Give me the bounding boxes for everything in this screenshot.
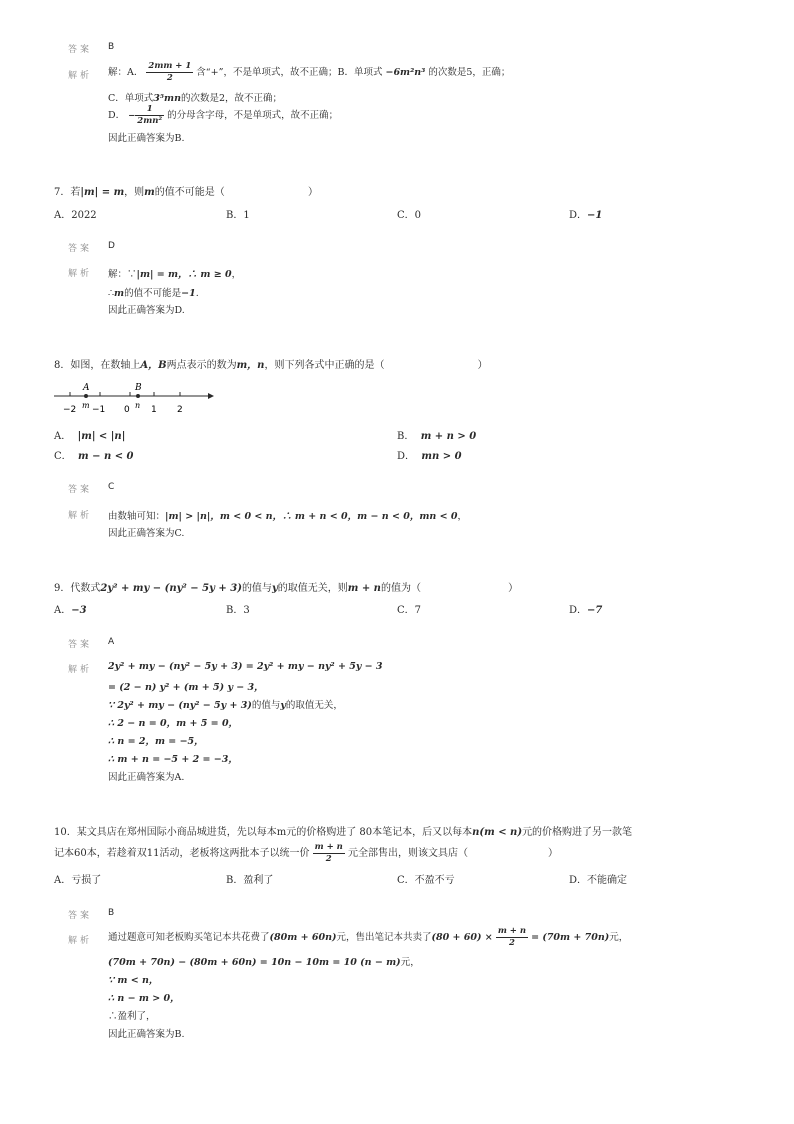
q9-analysis-line1: 2y² + my − (ny² − 5y + 3) = 2y² + my − ny² + 5y − 3 (108, 661, 383, 672)
q8-option-a[interactable]: A． |m| < |n| (54, 431, 126, 442)
q6-fraction-1: $\frac{2mm + 1}{2}$ (148, 61, 192, 83)
q6-conclusion: 因此正确答案为B. (108, 133, 185, 144)
q7-conclusion: 因此正确答案为D. (108, 305, 185, 316)
q9-answer: A (108, 637, 115, 647)
tick-label-0: 0 (124, 405, 130, 415)
q8-analysis-line1: 由数轴可知：|m| > |n|，m < 0 < n，∴ m + n < 0，m − n < 0，mn < 0， (108, 511, 467, 522)
q10-option-a[interactable]: A．亏损了 (54, 875, 102, 886)
q6-analysis-line2: C．单项式3⁵mn的次数是2，故不正确； (108, 93, 283, 104)
q6-fraction-2: − $\frac{1}{\text{2mn²}}$ (128, 104, 163, 126)
q9-analysis-line4: ∴ 2 − n = 0，m + 5 = 0， (108, 718, 239, 729)
q10-stem-line2: 记本60本，若趁着双11活动，老板将这两批本子以统一价 $\frac{m + n}{2}$ 元全部售出，则该文具店（ ） (54, 842, 559, 864)
q9-analysis-line3: ∵ 2y² + my − (ny² − 5y + 3)的值与y的取值无关， (108, 700, 343, 711)
q9-conclusion: 因此正确答案为A. (108, 772, 185, 783)
q10-analysis-line2: (70m + 70n) − (80m + 60n) = 10n − 10m = 10 (n − m)元， (108, 957, 420, 968)
q7-analysis-label: 解析 (68, 269, 93, 279)
q10-analysis-line1: 通过题意可知老板购买笔记本共花费了(80m + 60n)元，售出笔记本共卖了(80 + 60) × $\frac{m + n}{2}$ = (70m + 70n)元， (108, 926, 629, 948)
q7-option-b[interactable]: B．1 (226, 210, 250, 221)
q9-stem: 9．代数式2y² + my − (ny² − 5y + 3)的值与y的取值无关，则m + n的值为（ ） (54, 583, 519, 594)
q7-stem: 7．若|m| = m，则m的值不可能是（ ） (54, 187, 318, 198)
point-a (84, 394, 88, 398)
q9-analysis-line6: ∴ m + n = −5 + 2 = −3， (108, 754, 238, 765)
q9-analysis-line5: ∴ n = 2，m = −5， (108, 736, 204, 747)
q8-answer-label: 答案 (68, 485, 93, 495)
q7-analysis-line1: 解：∵|m| = m，∴ m ≥ 0， (108, 269, 242, 280)
q7-option-a[interactable]: A．2022 (54, 210, 97, 221)
q6-analysis-line1: 解：A． $\frac{2mm + 1}{2}$ 含“+”，不是单项式，故不正确；B．单项式 −6m²n³ 的次数是5，正确； (108, 61, 511, 83)
number-line-arrow (208, 393, 214, 399)
q9-option-a[interactable]: A．−3 (54, 605, 87, 616)
q10-stem-line1: 10．某文具店在郑州国际小商品城进货，先以每本m元的价格购进了 80本笔记本，后又以每本n(m < n)元的价格购进了另一款笔 (54, 827, 633, 838)
tick-label-2: 2 (177, 405, 183, 415)
q10-option-c[interactable]: C．不盈不亏 (397, 875, 455, 886)
q8-analysis-label: 解析 (68, 511, 93, 521)
q10-analysis-fraction: $\frac{m + n}{2}$ (497, 926, 527, 948)
q7-answer-label: 答案 (68, 244, 93, 254)
q10-fraction: $\frac{m + n}{2}$ (314, 842, 343, 864)
q10-option-b[interactable]: B．盈利了 (226, 875, 274, 886)
q10-answer: B (108, 908, 115, 918)
q10-conclusion: 因此正确答案为B. (108, 1029, 185, 1040)
q6-answer-label: 答案 (68, 45, 93, 55)
q7-option-c[interactable]: C．0 (397, 210, 422, 221)
q9-option-c[interactable]: C．7 (397, 605, 422, 616)
tick-label-n: n (135, 401, 141, 410)
point-b (136, 394, 140, 398)
q6-analysis-label: 解析 (68, 71, 93, 81)
q9-option-d[interactable]: D．−7 (569, 605, 603, 616)
q10-analysis-label: 解析 (68, 936, 93, 946)
q7-answer: D (108, 241, 115, 251)
q9-option-b[interactable]: B．3 (226, 605, 250, 616)
tick-label-1: 1 (151, 405, 157, 415)
q8-answer: C (108, 482, 115, 492)
q9-answer-label: 答案 (68, 640, 93, 650)
point-a-label: A (83, 383, 90, 393)
q8-stem: 8．如图，在数轴上A，B两点表示的数为m，n，则下列各式中正确的是（ ） (54, 360, 488, 371)
number-line-figure (54, 378, 214, 418)
q9-analysis-line2: = (2 − n) y² + (m + 5) y − 3， (108, 682, 264, 693)
q8-option-b[interactable]: B． m + n > 0 (397, 431, 477, 442)
q10-analysis-line3: ∵ m < n， (108, 975, 159, 986)
point-b-label: B (135, 383, 142, 393)
q7-analysis-line2: ∴m的值不可能是−1. (108, 288, 199, 299)
q6-analysis-line3: D． − $\frac{1}{\text{2mn²}}$ 的分母含字母，不是单项式，故不正确； (108, 104, 339, 126)
q10-answer-label: 答案 (68, 911, 93, 921)
q9-analysis-label: 解析 (68, 665, 93, 675)
q10-option-d[interactable]: D．不能确定 (569, 875, 628, 886)
tick-label-minus-1: −1 (92, 405, 106, 415)
q10-analysis-line5: ∴盈利了， (108, 1011, 156, 1022)
q8-option-d[interactable]: D． mn > 0 (397, 451, 462, 462)
tick-label-m: m (82, 401, 90, 410)
tick-label-minus-2: −2 (63, 405, 77, 415)
q6-answer: B (108, 42, 115, 52)
q10-analysis-line4: ∴ n − m > 0， (108, 993, 180, 1004)
q8-conclusion: 因此正确答案为C. (108, 528, 185, 539)
q7-option-d[interactable]: D．−1 (569, 210, 603, 221)
q8-option-c[interactable]: C． m − n < 0 (54, 451, 134, 462)
